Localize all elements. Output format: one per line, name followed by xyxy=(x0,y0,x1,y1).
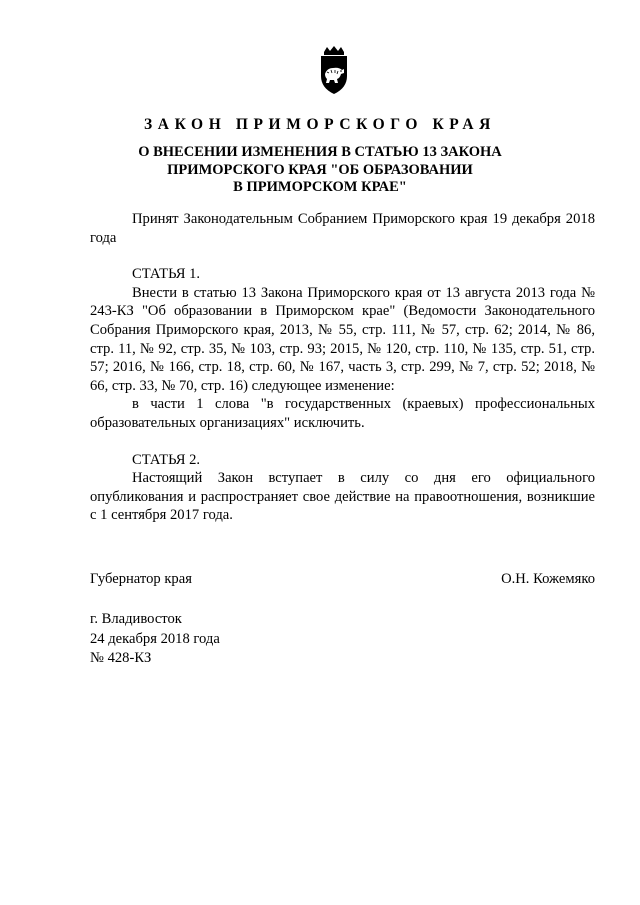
law-body xyxy=(90,210,595,525)
subtitle-line: ПРИМОРСКОГО КРАЯ "ОБ ОБРАЗОВАНИИ xyxy=(167,161,473,178)
subtitle-line: В ПРИМОРСКОМ КРАЕ" xyxy=(233,179,407,195)
signer-name: О.Н. Кожемяко xyxy=(501,571,595,587)
article-1-paragraph: Внести в статью 13 Закона Приморского края от 13 августа 2013 года № 243-КЗ "Об образовании в Приморском крае" (Ведомости Законодательного Собрания Приморского края, 2013, № 55, стр. 111, № 57, стр. 62; 2014, № 86, стр. 11, № 92, стр. 35, № 103, стр. 93; 2015, № 120, стр. 110, № 135, стр. 51, стр. 57; 2016, № 166, стр. 18, стр. 60, № 167, часть 3, стр. 299, № 7, стр. 52; 2018, № 66, стр. 33, № 70, стр. 16) следующее изменение: xyxy=(90,284,595,394)
issue-city: г. Владивосток xyxy=(90,611,182,627)
article-1-heading: СТАТЬЯ 1. xyxy=(132,266,201,283)
law-title: ЗАКОН ПРИМОРСКОГО КРАЯ xyxy=(144,116,496,133)
signature-block xyxy=(90,570,595,589)
law-number: № 428-КЗ xyxy=(90,650,152,666)
signer-position: Губернатор края xyxy=(90,571,192,587)
document-footer xyxy=(90,610,220,669)
issue-date: 24 декабря 2018 года xyxy=(90,630,220,647)
subtitle-line: О ВНЕСЕНИИ ИЗМЕНЕНИЯ В СТАТЬЮ 13 ЗАКОНА xyxy=(138,144,502,160)
coat-of-arms-icon xyxy=(313,46,355,96)
article-1-paragraph: в части 1 слова "в государственных (краевых) профессиональных образовательных организациях" исключить. xyxy=(90,396,595,431)
adoption-statement: Принят Законодательным Собранием Приморского края 19 декабря 2018 года xyxy=(90,211,595,246)
article-2-paragraph: Настоящий Закон вступает в силу со дня его официального опубликования и распространяет свое действие на правоотношения, возникшие с 1 сентября 2017 года. xyxy=(90,470,595,524)
article-2-heading: СТАТЬЯ 2. xyxy=(132,451,201,468)
law-subtitle xyxy=(60,144,580,197)
